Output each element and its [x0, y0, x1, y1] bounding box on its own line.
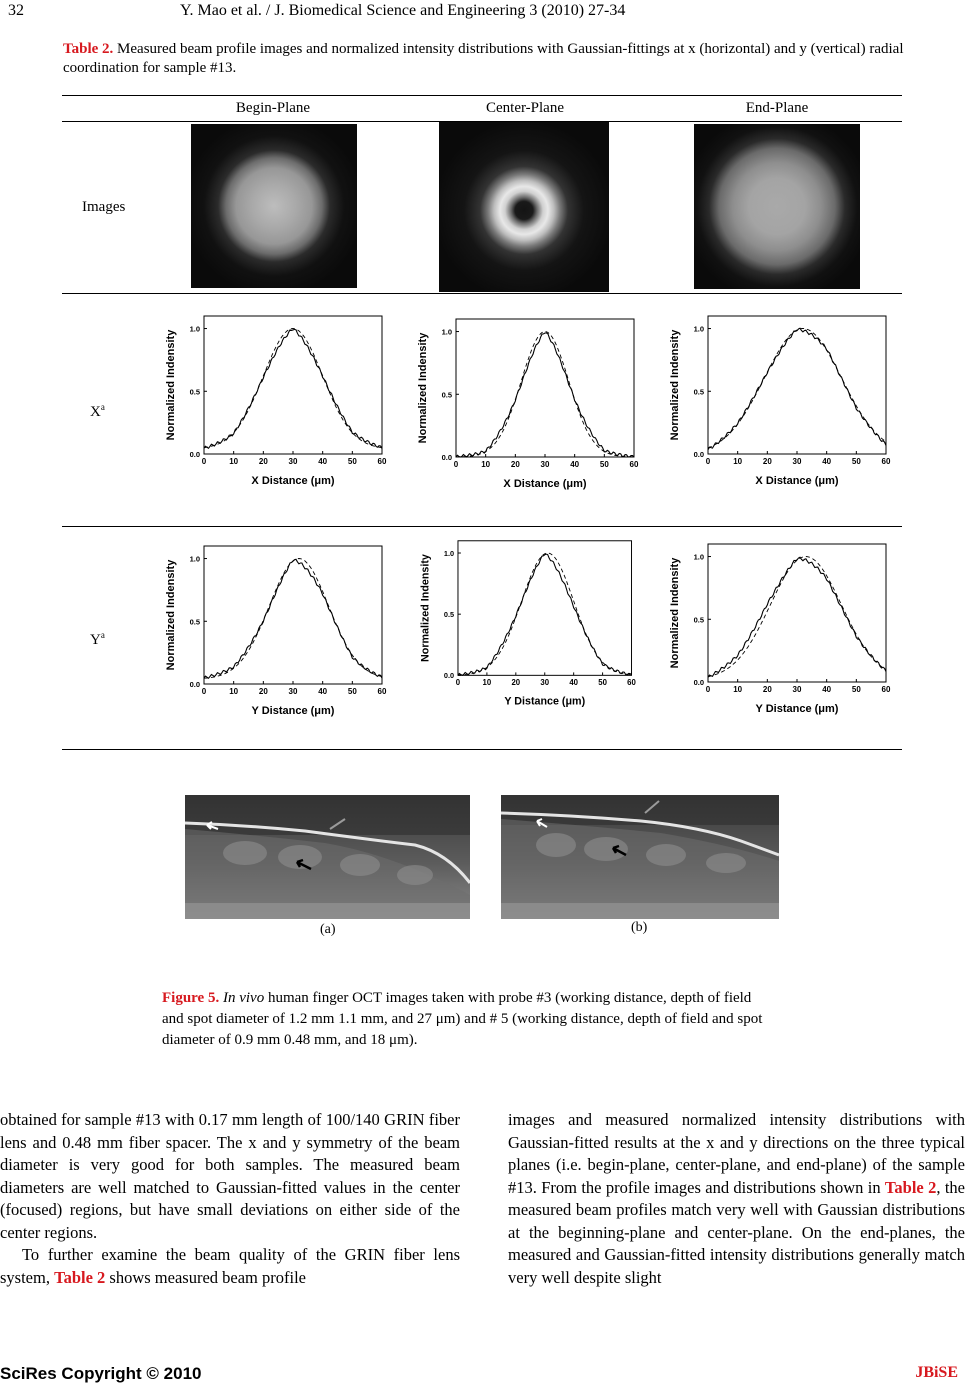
y-tick-label: 0.0 [443, 671, 455, 681]
subcaption-b: (b) [631, 920, 648, 935]
chart-y-center [410, 532, 660, 727]
right-text-a: images and measured normalized intensity distributions with Gaussian-fitted results at the x and y directions on the three typical planes (i.e. begin-plane, center-plane, and end-plane) of the sample #13. From the profile images and distributions shown in [508, 1110, 965, 1197]
x-tick-label: 50 [851, 685, 861, 694]
oct-image-b-svg [501, 795, 779, 919]
measured-curve [458, 554, 632, 675]
plot-frame [458, 541, 632, 676]
x-tick-label: 30 [288, 457, 298, 466]
x-tick-label: 30 [792, 457, 802, 466]
plot-frame [456, 319, 634, 457]
x-tick-label: 20 [511, 678, 521, 688]
x-tick-label: 60 [627, 678, 636, 688]
row-label-images: Images [82, 199, 126, 215]
x-tick-label: 40 [822, 685, 832, 694]
footer-journal: JBiSE [915, 1364, 958, 1381]
x-tick-label: 30 [540, 678, 550, 688]
table-ref-link[interactable]: Table 2 [54, 1267, 106, 1287]
y-axis-label: Normalized Indensity [165, 329, 177, 441]
y-tick-label: 0.5 [443, 610, 455, 620]
x-tick-label: 0 [705, 685, 711, 694]
x-tick-label: 10 [229, 457, 239, 466]
plot-frame [708, 316, 886, 454]
plot-frame [708, 544, 886, 682]
gaussian-fit-curve [458, 553, 632, 675]
y-tick-label: 0.5 [441, 390, 452, 400]
figure-caption [162, 988, 774, 1051]
x-tick-label: 40 [569, 678, 579, 688]
gaussian-fit-curve [456, 332, 634, 457]
y-tick-label: 1.0 [693, 324, 704, 334]
table-bottom-rule [62, 749, 902, 750]
col-head-end: End-Plane [745, 100, 809, 116]
left-paragraph-2 [0, 1244, 460, 1289]
row-label-y-sup: a [100, 630, 105, 640]
right-paragraph [508, 1109, 965, 1289]
oct-image-a-svg [185, 795, 470, 919]
x-tick-label: 20 [258, 457, 268, 466]
x-axis-label: Y Distance (μm) [504, 695, 586, 708]
beam-image-end [694, 124, 860, 289]
x-axis-label: X Distance (μm) [755, 475, 839, 487]
measured-curve [204, 559, 382, 678]
col-head-begin: Begin-Plane [235, 100, 311, 116]
y-tick-label: 0.5 [189, 387, 200, 397]
col-head-center: Center-Plane [485, 100, 564, 116]
y-tick-label: 0.0 [189, 450, 200, 459]
plot-frame [204, 546, 382, 684]
x-tick-label: 60 [629, 460, 639, 469]
chart-x-center [410, 310, 660, 505]
measured-curve [708, 557, 886, 677]
y-tick-label: 1.0 [443, 548, 455, 558]
x-tick-label: 10 [481, 460, 491, 469]
left-para2-text-a: To further examine the beam quality of the GRIN fiber lens system, [0, 1245, 460, 1287]
x-tick-label: 20 [762, 457, 772, 466]
x-tick-label: 50 [598, 678, 607, 688]
figure-caption-text: human finger OCT images taken with probe #3 (working distance, depth of field and spot diameter of 1.2 mm 1.1 mm, and 27 μm) and # 5 (working distance, depth of field and spot diameter of 0.9 mm 0.48 mm, and 18 μm). [162, 990, 763, 1048]
row-label-y [90, 630, 105, 649]
x-tick-label: 60 [377, 457, 387, 466]
row-label-y-text: Y [90, 632, 101, 648]
y-tick-label: 0.0 [189, 680, 200, 689]
x-tick-label: 0 [201, 457, 207, 466]
x-tick-label: 0 [453, 460, 459, 469]
x-tick-label: 10 [229, 687, 239, 696]
chart-x-begin [158, 307, 408, 502]
x-tick-label: 60 [377, 687, 387, 696]
y-tick-label: 0.5 [189, 617, 200, 627]
footer-copyright: SciRes Copyright © 2010 [0, 1364, 202, 1383]
x-axis-label: Y Distance (μm) [251, 705, 335, 717]
x-axis-label: X Distance (μm) [251, 475, 335, 487]
y-tick-label: 0.0 [441, 453, 452, 462]
x-tick-label: 50 [599, 460, 609, 469]
y-tick-label: 0.5 [693, 615, 704, 625]
gaussian-fit-curve [204, 329, 382, 448]
y-tick-label: 1.0 [693, 552, 704, 562]
y-tick-label: 0.0 [693, 450, 704, 459]
y-axis-label: Normalized Indensity [669, 557, 681, 669]
body-right-column [508, 1109, 965, 1289]
oct-image-b [501, 795, 779, 919]
x-tick-label: 40 [822, 457, 832, 466]
x-tick-label: 30 [288, 687, 298, 696]
x-tick-label: 20 [510, 460, 520, 469]
x-tick-label: 50 [347, 687, 357, 696]
page-number: 32 [8, 2, 24, 19]
gaussian-fit-curve [204, 559, 382, 679]
x-tick-label: 40 [570, 460, 580, 469]
y-tick-label: 1.0 [189, 324, 200, 334]
y-axis-label: Normalized Indensity [419, 554, 432, 662]
x-tick-label: 10 [733, 457, 743, 466]
right-text-b: , the measured beam profiles match very well with Gaussian distributions at the beginning-plane and center-plane. On the end-planes, the measured and Gaussian-fitted intensity distributions generally match very well despite slight [508, 1177, 965, 1287]
x-tick-label: 0 [455, 678, 461, 688]
beam-image-begin [191, 124, 357, 288]
body-left-column [0, 1109, 460, 1289]
y-tick-label: 1.0 [441, 327, 452, 337]
y-tick-label: 0.0 [693, 678, 704, 687]
x-axis-label: Y Distance (μm) [755, 703, 839, 715]
figure-caption-italic: In vivo [222, 990, 265, 1006]
y-tick-label: 0.5 [693, 387, 704, 397]
x-tick-label: 50 [347, 457, 357, 466]
running-title: Y. Mao et al. / J. Biomedical Science and Engineering 3 (2010) 27-34 [180, 2, 626, 19]
table-top-rule [62, 95, 902, 96]
subcaption-a: (a) [320, 922, 336, 937]
chart-y-begin [158, 537, 408, 732]
x-tick-label: 10 [733, 685, 743, 694]
x-tick-label: 30 [792, 685, 802, 694]
beam-image-center [439, 122, 609, 292]
oct-image-a [185, 795, 470, 919]
x-tick-label: 20 [762, 685, 772, 694]
figure-label: Figure 5. [162, 990, 220, 1006]
y-axis-label: Normalized Indensity [417, 332, 429, 444]
row-label-x-sup: a [100, 402, 105, 412]
x-tick-label: 50 [851, 457, 861, 466]
x-tick-label: 40 [318, 687, 328, 696]
table-ref-link[interactable]: Table 2 [884, 1177, 937, 1197]
x-tick-label: 60 [881, 457, 891, 466]
table-images-rule [62, 293, 902, 294]
y-tick-label: 1.0 [189, 554, 200, 564]
chart-x-end [662, 307, 912, 502]
y-axis-label: Normalized Indensity [669, 329, 681, 441]
x-tick-label: 0 [705, 457, 711, 466]
x-tick-label: 30 [540, 460, 550, 469]
chart-y-end [662, 535, 912, 730]
table-x-rule [62, 526, 902, 527]
gaussian-fit-curve [708, 329, 886, 448]
measured-curve [456, 333, 634, 457]
x-tick-label: 0 [201, 687, 207, 696]
y-axis-label: Normalized Indensity [165, 559, 177, 671]
table-caption-text: Measured beam profile images and normalized intensity distributions with Gaussian-fittings at x (horizontal) and y (vertical) radial coordination for sample #13. [63, 41, 904, 76]
x-tick-label: 40 [318, 457, 328, 466]
row-label-x-text: X [90, 404, 101, 420]
x-axis-label: X Distance (μm) [503, 478, 587, 490]
table-caption [63, 40, 908, 78]
measured-curve [708, 328, 886, 450]
gaussian-fit-curve [708, 557, 886, 677]
left-para2-text-b: shows measured beam profile [105, 1267, 306, 1287]
x-tick-label: 10 [482, 678, 492, 688]
table-label: Table 2. [63, 41, 114, 57]
row-label-x [90, 402, 105, 421]
left-paragraph-1: obtained for sample #13 with 0.17 mm length of 100/140 GRIN fiber lens and 0.48 mm fiber spacer. The x and y symmetry of the beam diameter is very good for both samples. The measured beam diameters are well matched to Gaussian-fitted values in the center (focused) regions, but have small deviations on either side of the center regions. [0, 1110, 460, 1242]
measured-curve [204, 329, 382, 448]
x-tick-label: 60 [881, 685, 891, 694]
x-tick-label: 20 [258, 687, 268, 696]
